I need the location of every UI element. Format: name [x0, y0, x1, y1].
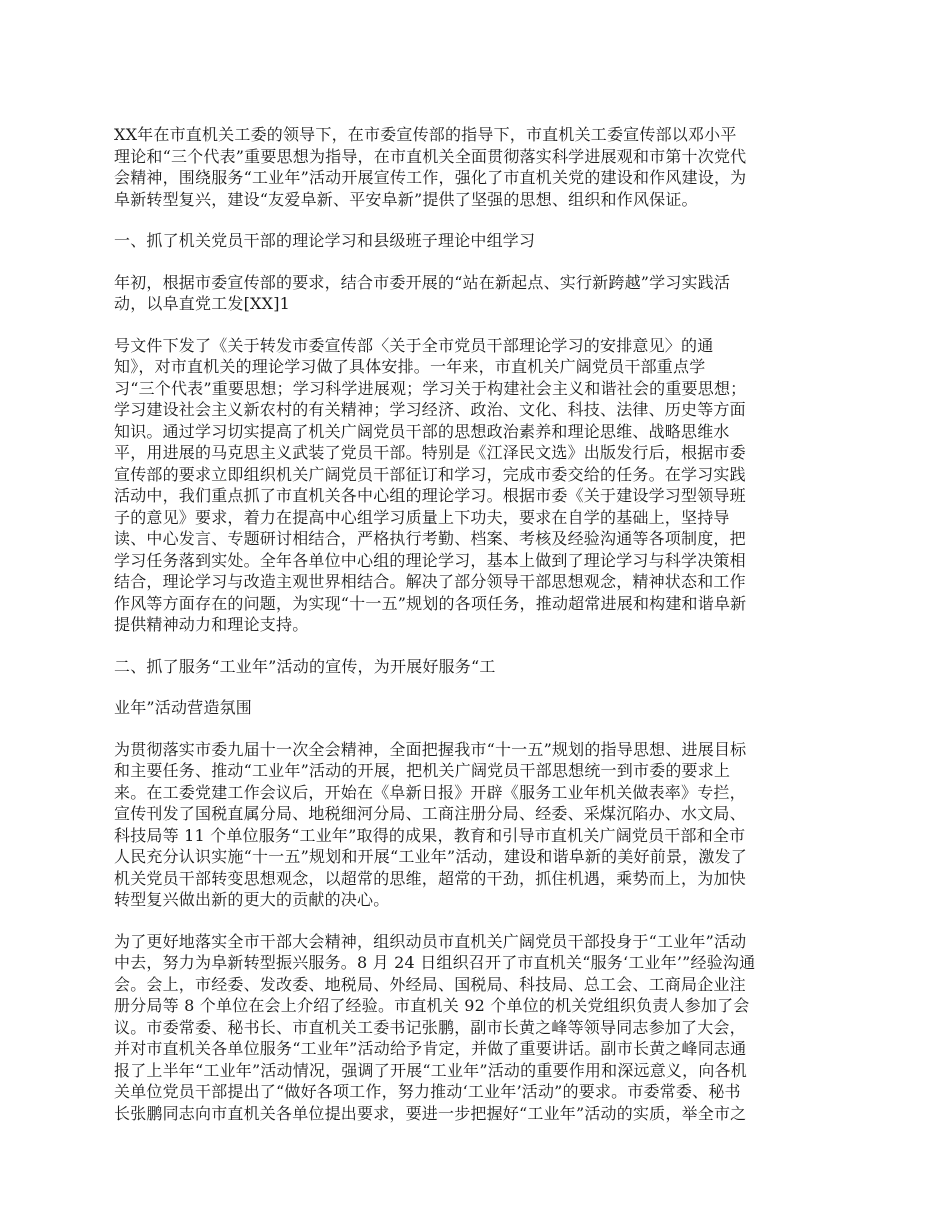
body-paragraph: [114, 124, 838, 210]
text-line: 二、抓了服务“工业年”活动的宣传，为开展好服务“工: [114, 656, 496, 676]
text-line: 知识。通过学习切实提高了机关广阔党员干部的思想政治素养和理论思维、战略思维水: [114, 421, 730, 441]
text-line: 科技局等 11 个单位服务“工业年”取得的成果，教育和引导市直机关广阔党员干部和全市: [114, 825, 746, 845]
document-page: [114, 124, 838, 1144]
section-heading: [114, 230, 838, 252]
body-paragraph: [114, 931, 838, 1125]
text-line: 和主要任务、推动“工业年”活动的开展，把机关广阔党员干部思想统一到市委的要求上: [114, 761, 731, 780]
text-line: 学习建设社会主义新农村的有关精神；学习经济、政治、文化、科技、法律、历史等方面: [114, 400, 746, 419]
text-line: 并对市直机关各单位服务“工业年”活动给予肯定，并做了重要讲话。副市长黄之峰同志通: [114, 1039, 747, 1058]
text-line: 机关党员干部转变思想观念，以超常的思维，超常的干劲，抓住机遇，乘势而上，为加快: [114, 868, 746, 888]
text-line: 子的意见》要求，着力在提高中心组学习质量上下功夫，要求在自学的基础上，坚持导: [114, 507, 730, 527]
body-paragraph: [114, 739, 838, 911]
text-line: 读、中心发言、专题研讨相结合，严格执行考勤、档案、考核及经验沟通等各项制度，把: [114, 529, 746, 548]
text-line: 年初，根据市委宣传部的要求，结合市委开展的“站在新起点、实行新跨越”学习实践活: [114, 272, 731, 292]
text-line: 会。会上，市经委、发改委、地税局、外经局、国税局、科技局、总工会、工商局企业注: [114, 974, 746, 994]
text-line: 习“三个代表”重要思想；学习科学进展观；学习关于构建社会主义和谐社会的重要思想；: [114, 378, 747, 398]
section-heading: [114, 656, 838, 678]
text-line: 为了更好地落实全市干部大会精神，组织动员市直机关广阔党员干部投身于“工业年”活动: [114, 931, 747, 951]
body-paragraph: [114, 335, 838, 636]
text-line: 学习任务落到实处。全年各单位中心组的理论学习，基本上做到了理论学习与科学决策相: [114, 550, 746, 570]
text-line: 平，用进展的马克思主义武装了党员干部。特别是《江泽民文选》出版发行后，根据市委: [114, 443, 746, 462]
text-line: 号文件下发了《关于转发市委宣传部〈关于全市党员干部理论学习的安排意见〉的通: [114, 335, 714, 355]
text-line: 来。在工委党建工作会议后，开始在《阜新日报》开辟《服务工业年机关做表率》专拦，: [114, 782, 746, 802]
text-line: 知》，对市直机关的理论学习做了具体安排。一年来，市直机关广阔党员干部重点学: [114, 357, 706, 376]
text-line: 作风等方面存在的问题，为实现“十一五”规划的各项任务，推动超常进展和构建和谐阜新: [114, 593, 747, 613]
text-line: 宣传刊发了国税直属分局、地税细河分局、工商注册分局、经委、采煤沉陷办、水文局、: [114, 804, 746, 823]
text-line: 议。市委常委、秘书长、市直机关工委书记张鹏，副市长黄之峰等领导同志参加了大会，: [114, 1017, 746, 1037]
text-line: 报了上半年“工业年”活动情况，强调了开展“工业年”活动的重要作用和深远意义，向各机: [114, 1060, 747, 1080]
text-line: 关单位党员干部提出了“做好各项工作，努力推动‘工业年’活动”的要求。市委常委、秘书: [114, 1082, 741, 1101]
text-line: 为贯彻落实市委九届十一次全会精神，全面把握我市“十一五”规划的指导思想、进展目标: [114, 739, 747, 759]
text-line: 长张鹏同志向市直机关各单位提出要求，要进一步把握好“工业年”活动的实质，举全市之: [114, 1103, 747, 1123]
text-line: 转型复兴做出新的更大的贡献的决心。: [114, 890, 390, 909]
text-line: 会精神，围绕服务“工业年”活动开展宣传工作，强化了市直机关党的建设和作风建设，为: [114, 168, 747, 187]
text-line: 结合，理论学习与改造主观世界相结合。解决了部分领导干部思想观念，精神状态和工作: [114, 572, 746, 591]
text-line: 提供精神动力和理论支持。: [114, 615, 309, 634]
text-line: 宣传部的要求立即组织机关广阔党员干部征订和学习，完成市委交给的任务。在学习实践: [114, 464, 746, 484]
text-line: 中去，努力为阜新转型振兴服务。8 月 24 日组织召开了市直机关“服务‘工业年’”经验沟通: [114, 953, 756, 972]
text-line: XX年在市直机关工委的领导下，在市委宣传部的指导下，市直机关工委宣传部以邓小平: [114, 125, 737, 144]
text-line: 理论和“三个代表”重要思想为指导，在市直机关全面贯彻落实科学进展观和市第十次党代: [114, 146, 747, 166]
text-line: 活动中，我们重点抓了市直机关各中心组的理论学习。根据市委《关于建设学习型领导班: [114, 486, 746, 505]
text-line: 阜新转型复兴，建设“友爱阜新、平安阜新”提供了坚强的思想、组织和作风保证。: [114, 189, 698, 209]
text-line: 动，以阜直党工发[XX]1: [114, 294, 291, 313]
text-line: 册分局等 8 个单位在会上介绍了经验。市直机关 92 个单位的机关党组织负责人参加了会: [114, 996, 750, 1015]
section-heading: [114, 697, 838, 719]
text-line: 一、抓了机关党员干部的理论学习和县级班子理论中组学习: [114, 231, 536, 250]
text-line: 业年”活动营造氛围: [114, 698, 252, 717]
text-line: 人民充分认识实施“十一五”规划和开展“工业年”活动，建设和谐阜新的美好前景，激发了: [114, 847, 747, 866]
body-paragraph: [114, 272, 838, 315]
